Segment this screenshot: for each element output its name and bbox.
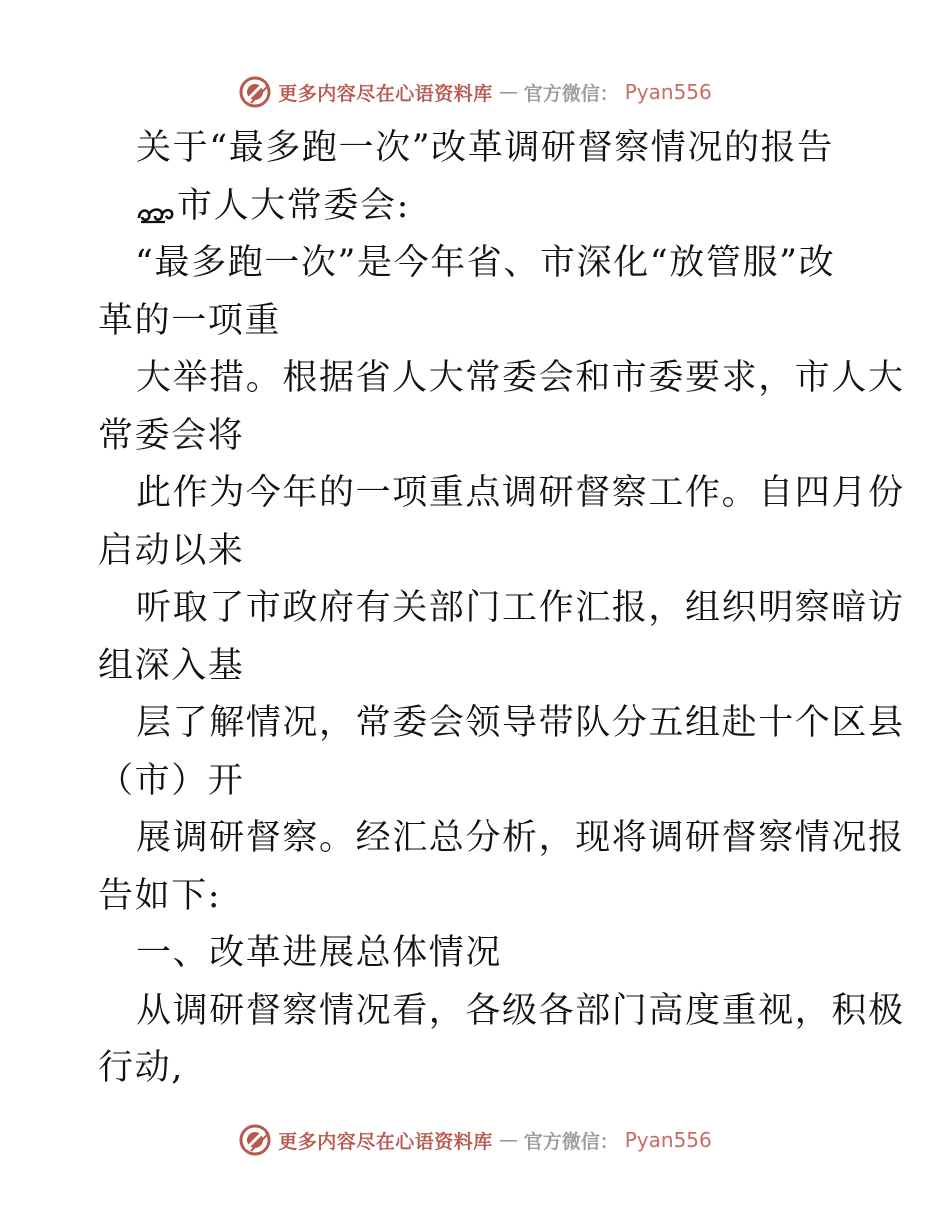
paragraph-line: “最多跑一次”是今年省、市深化“放管服”改 [135, 243, 836, 283]
watermark-wechat-label: 官方微信： [523, 1130, 619, 1153]
logo-icon [238, 75, 272, 109]
paragraph-line: 听取了市政府有关部门工作汇报，组织明察暗访 [136, 588, 905, 628]
document-body [98, 120, 905, 1098]
paragraph-line: （市）开 [98, 760, 245, 801]
paragraph-line: 革的一项重 [98, 300, 282, 341]
paragraph-line: 常委会将 [98, 415, 245, 456]
section-heading: 一、改革进展总体情况 [136, 933, 503, 973]
paragraph-line: 展调研督察。经汇总分析，现将调研督察情况报 [136, 818, 905, 858]
salutation-line [98, 178, 858, 236]
document-title: 关于“最多跑一次”改革调研督察情况的报告 [136, 128, 834, 168]
paragraph-line: 组深入基 [98, 645, 245, 686]
watermark-main-text: 更多内容尽在心语资料库 [278, 1130, 493, 1153]
watermark-wechat-id: Pyan556 [624, 1128, 712, 1152]
watermark-wechat-id: Pyan556 [624, 80, 712, 104]
paragraph-line: 行动, [98, 1048, 184, 1088]
salutation-text: 市人大常委会: [177, 185, 410, 226]
swirl-glyph-icon [135, 191, 175, 221]
paragraph-line: 告如下: [98, 875, 222, 916]
watermark-wechat-label: 官方微信： [523, 82, 619, 105]
watermark-dash: — [498, 1129, 518, 1151]
header-watermark [0, 72, 950, 112]
footer-watermark [0, 1120, 950, 1160]
paragraph-line: 启动以来 [98, 530, 245, 571]
paragraph-line: 从调研督察情况看，各级各部门高度重视，积极 [136, 990, 905, 1031]
watermark-main-text: 更多内容尽在心语资料库 [278, 82, 493, 105]
paragraph-line: 大举措。根据省人大常委会和市委要求，市人大 [136, 358, 905, 398]
paragraph-line: 层了解情况，常委会领导带队分五组赴十个区县 [136, 703, 905, 743]
paragraph-line: 此作为今年的一项重点调研督察工作。自四月份 [136, 473, 905, 513]
logo-icon [238, 1123, 272, 1157]
watermark-dash: — [498, 81, 518, 103]
